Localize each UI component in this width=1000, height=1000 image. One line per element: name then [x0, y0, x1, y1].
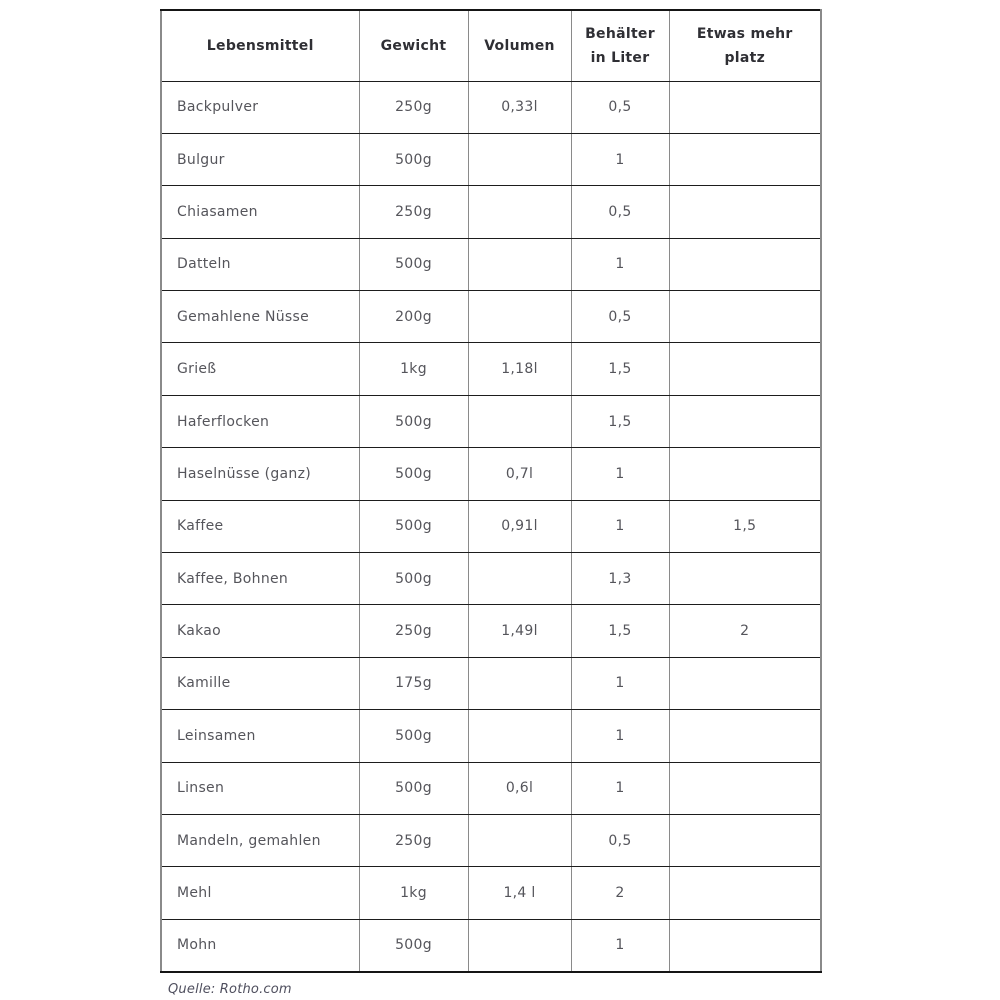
weight-cell: 250g — [359, 814, 468, 866]
container-liter-cell: 1 — [571, 710, 669, 762]
table-row — [161, 500, 821, 552]
table-row — [161, 814, 821, 866]
table-body — [161, 81, 821, 972]
food-name-cell: Kakao — [161, 605, 359, 657]
weight-cell: 1kg — [359, 343, 468, 395]
food-name-cell: Gemahlene Nüsse — [161, 291, 359, 343]
extra-space-cell — [669, 814, 821, 866]
volume-cell — [468, 238, 571, 290]
header-row — [161, 10, 821, 81]
extra-space-cell — [669, 762, 821, 814]
container-liter-cell: 1 — [571, 133, 669, 185]
column-header-volumen: Volumen — [468, 10, 571, 81]
weight-cell: 250g — [359, 81, 468, 133]
table-row — [161, 710, 821, 762]
volume-cell — [468, 133, 571, 185]
table-row — [161, 448, 821, 500]
volume-cell — [468, 553, 571, 605]
extra-space-cell — [669, 867, 821, 919]
table-row — [161, 133, 821, 185]
table-row — [161, 291, 821, 343]
weight-cell: 500g — [359, 395, 468, 447]
container-liter-cell: 0,5 — [571, 291, 669, 343]
extra-space-cell — [669, 710, 821, 762]
food-name-cell: Bulgur — [161, 133, 359, 185]
weight-cell: 1kg — [359, 867, 468, 919]
container-liter-cell: 1,5 — [571, 395, 669, 447]
container-liter-cell: 1 — [571, 919, 669, 971]
weight-cell: 500g — [359, 500, 468, 552]
weight-cell: 500g — [359, 238, 468, 290]
food-name-cell: Kaffee — [161, 500, 359, 552]
source-attribution: Quelle: Rotho.com — [168, 981, 292, 997]
extra-space-cell — [669, 553, 821, 605]
container-liter-cell: 1,3 — [571, 553, 669, 605]
extra-space-cell — [669, 186, 821, 238]
table-row — [161, 762, 821, 814]
container-liter-cell: 1,5 — [571, 605, 669, 657]
volume-cell — [468, 657, 571, 709]
weight-cell: 500g — [359, 710, 468, 762]
food-name-cell: Linsen — [161, 762, 359, 814]
food-name-cell: Grieß — [161, 343, 359, 395]
weight-cell: 250g — [359, 605, 468, 657]
extra-space-cell: 2 — [669, 605, 821, 657]
volume-cell: 1,49l — [468, 605, 571, 657]
food-name-cell: Backpulver — [161, 81, 359, 133]
food-name-cell: Kaffee, Bohnen — [161, 553, 359, 605]
container-liter-cell: 1 — [571, 500, 669, 552]
volume-cell — [468, 291, 571, 343]
table-row — [161, 553, 821, 605]
volume-cell: 0,33l — [468, 81, 571, 133]
extra-space-cell — [669, 343, 821, 395]
extra-space-cell — [669, 395, 821, 447]
volume-cell — [468, 186, 571, 238]
container-liter-cell: 2 — [571, 867, 669, 919]
table-row — [161, 867, 821, 919]
food-name-cell: Datteln — [161, 238, 359, 290]
weight-cell: 250g — [359, 186, 468, 238]
container-liter-cell: 1 — [571, 762, 669, 814]
container-liter-cell: 1 — [571, 448, 669, 500]
food-storage-table — [160, 9, 822, 973]
container-liter-cell: 0,5 — [571, 186, 669, 238]
extra-space-cell — [669, 238, 821, 290]
table-row — [161, 919, 821, 971]
table-row — [161, 238, 821, 290]
weight-cell: 500g — [359, 919, 468, 971]
volume-cell: 1,4 l — [468, 867, 571, 919]
container-liter-cell: 0,5 — [571, 81, 669, 133]
food-name-cell: Chiasamen — [161, 186, 359, 238]
weight-cell: 200g — [359, 291, 468, 343]
column-header-behaelter-in-liter: Behälter in Liter — [571, 10, 669, 81]
food-name-cell: Mehl — [161, 867, 359, 919]
volume-cell — [468, 814, 571, 866]
weight-cell: 500g — [359, 448, 468, 500]
container-liter-cell: 1 — [571, 657, 669, 709]
weight-cell: 175g — [359, 657, 468, 709]
weight-cell: 500g — [359, 553, 468, 605]
column-header-etwas-mehr-platz: Etwas mehr platz — [669, 10, 821, 81]
extra-space-cell: 1,5 — [669, 500, 821, 552]
weight-cell: 500g — [359, 133, 468, 185]
table-row — [161, 343, 821, 395]
volume-cell: 0,6l — [468, 762, 571, 814]
food-name-cell: Leinsamen — [161, 710, 359, 762]
container-liter-cell: 1,5 — [571, 343, 669, 395]
table-row — [161, 605, 821, 657]
food-name-cell: Mandeln, gemahlen — [161, 814, 359, 866]
table-row — [161, 186, 821, 238]
food-name-cell: Haselnüsse (ganz) — [161, 448, 359, 500]
food-name-cell: Haferflocken — [161, 395, 359, 447]
table-row — [161, 81, 821, 133]
volume-cell — [468, 919, 571, 971]
food-name-cell: Mohn — [161, 919, 359, 971]
table-row — [161, 395, 821, 447]
extra-space-cell — [669, 448, 821, 500]
volume-cell: 0,91l — [468, 500, 571, 552]
container-liter-cell: 1 — [571, 238, 669, 290]
volume-cell: 0,7l — [468, 448, 571, 500]
extra-space-cell — [669, 657, 821, 709]
volume-cell — [468, 395, 571, 447]
extra-space-cell — [669, 133, 821, 185]
extra-space-cell — [669, 81, 821, 133]
container-liter-cell: 0,5 — [571, 814, 669, 866]
column-header-lebensmittel: Lebensmittel — [161, 10, 359, 81]
extra-space-cell — [669, 919, 821, 971]
table-row — [161, 657, 821, 709]
food-storage-table-container — [160, 9, 820, 997]
volume-cell: 1,18l — [468, 343, 571, 395]
volume-cell — [468, 710, 571, 762]
extra-space-cell — [669, 291, 821, 343]
food-name-cell: Kamille — [161, 657, 359, 709]
weight-cell: 500g — [359, 762, 468, 814]
column-header-gewicht: Gewicht — [359, 10, 468, 81]
